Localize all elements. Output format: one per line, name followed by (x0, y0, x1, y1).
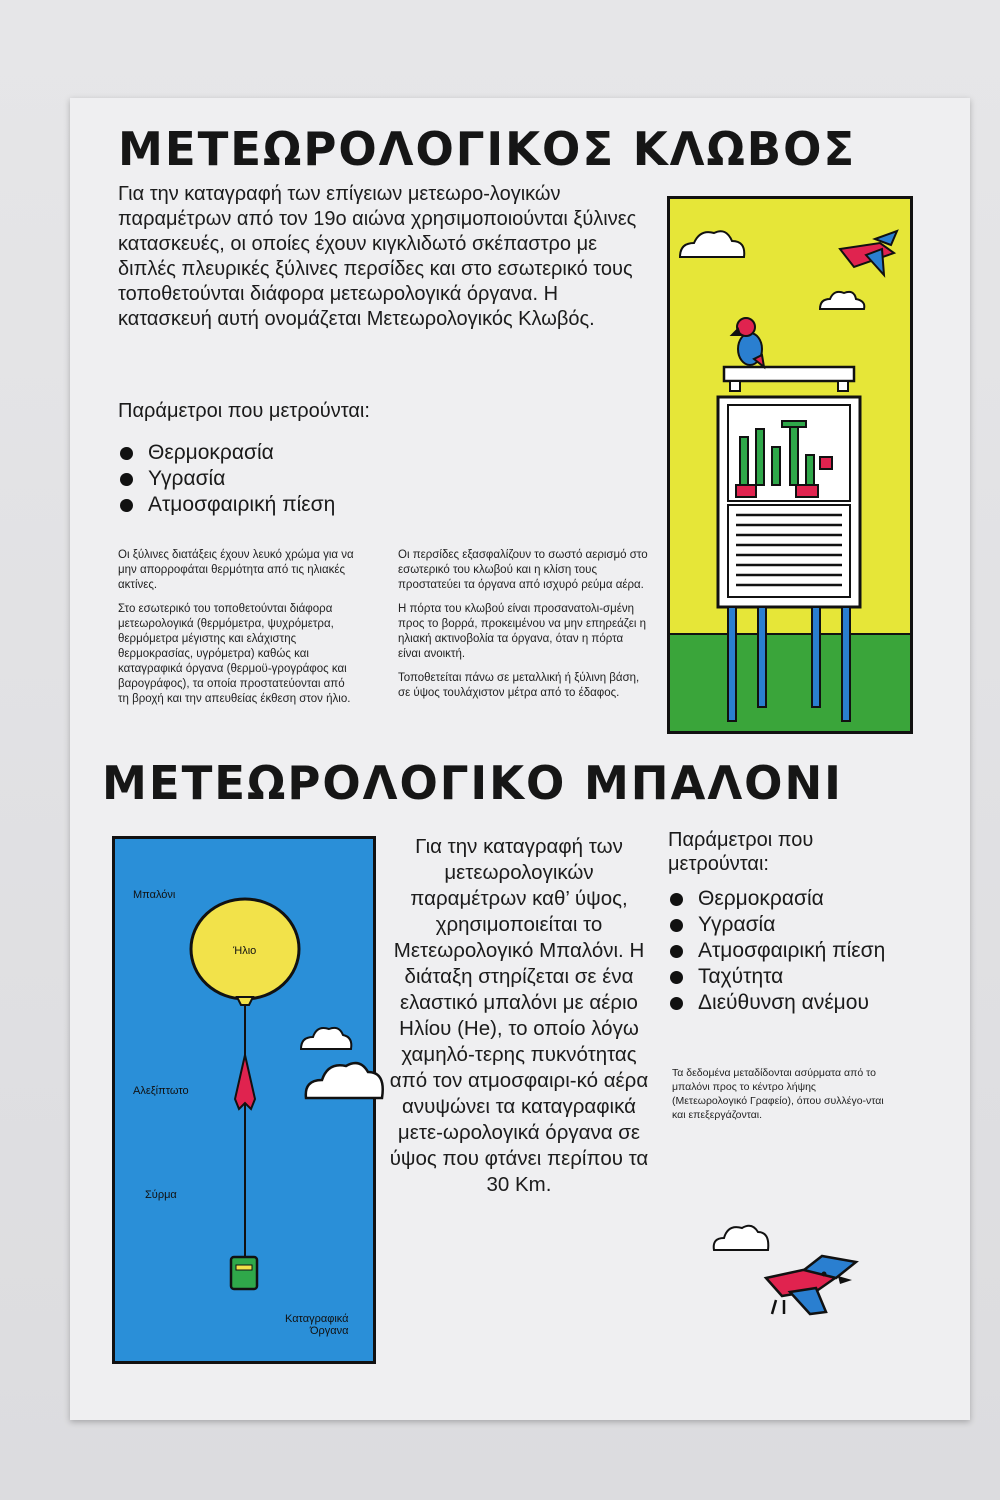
parrot-icon (732, 318, 764, 367)
bird-icon (840, 231, 897, 275)
bullet-icon (670, 893, 683, 906)
label-instruments: Καταγραφικά Όργανα (285, 1313, 349, 1337)
list-item: Υγρασία (118, 466, 335, 492)
stand-legs (728, 607, 850, 721)
bird-icon (760, 1248, 870, 1328)
cloud-icon (680, 231, 744, 257)
instrument-box (231, 1257, 257, 1289)
poster (70, 98, 970, 1420)
bullet-icon (120, 447, 133, 460)
balloon-note: Τα δεδομένα μεταδίδονται ασύρματα από το μπαλόνι προς το κέντρο λήψης (Μετεωρολογικό Γραφείο), όπου συλλέγο-νται και επεξεργάζονται. (672, 1067, 884, 1121)
bullet-icon (670, 919, 683, 932)
bullet-icon (670, 971, 683, 984)
note-paragraph: Η πόρτα του κλωβού είναι προσανατολι-σμένη προς το βορρά, προκειμένου να μην επηρεάζει η ηλιακή ακτινοβολία τα όργανα, όταν η πόρτα είναι ανοικτή. (398, 603, 647, 660)
note-paragraph: Τοποθετείται πάνω σε μεταλλική ή ξύλινη βάση, σε ύψος τουλάχιστον μέτρα από το έδαφος. (398, 672, 640, 699)
list-item: Υγρασία (668, 912, 888, 938)
label-wire: Σύρμα (145, 1189, 177, 1201)
cloud-icon (302, 1056, 386, 1104)
balloon-params-list (668, 886, 888, 1016)
cage-notes-col1 (118, 548, 358, 716)
bullet-icon (670, 945, 683, 958)
balloon-body-text: Για την καταγραφή των μετεωρολογικών παραμέτρων καθ’ ύψος, χρησιμοποιείται το Μετεωρολογικό Μπαλόνι. Η διάταξη στηρίζεται σε ένα ελαστικό μπαλόνι με αέριο Ηλίου (He), το οποίο λόγω χαμηλό-τερης πυκνότητας από τον ατμοσφαιρι-κό αέρα ανυψώνει τα καταγραφικά μετε-ωρολογικά όργανα σε ύψος που φτάνει περίπου τα 30 Km. (389, 835, 649, 1196)
label-helium: Ήλιο (233, 945, 257, 957)
section-title-balloon: ΜΕΤΕΩΡΟΛΟΓΙΚΟ ΜΠΑΛΟΝΙ (102, 756, 843, 810)
bullet-icon (670, 997, 683, 1010)
bullet-icon (120, 499, 133, 512)
cage-params-heading: Παράμετροι που μετρούνται: (118, 400, 370, 422)
bullet-icon (120, 473, 133, 486)
list-item: Διεύθυνση ανέμου (668, 990, 888, 1016)
note-paragraph: Οι ξύλινες διατάξεις έχουν λευκό χρώμα για να μην απορροφάται θερμότητα από τις ηλιακές ακτίνες. (118, 549, 354, 591)
parachute-shape (235, 1055, 255, 1109)
cloud-icon (301, 1028, 351, 1049)
list-item: Ατμοσφαιρική πίεση (118, 492, 335, 518)
section-title-cage: ΜΕΤΕΩΡΟΛΟΓΙΚΟΣ ΚΛΩΒΟΣ (118, 122, 857, 176)
label-balloon: Μπαλόνι (133, 889, 176, 901)
balloon-params-heading: Παράμετροι που μετρούνται: (668, 829, 814, 875)
list-item: Ταχύτητα (668, 964, 888, 990)
weather-cage-illustration (667, 196, 913, 734)
note-paragraph: Στο εσωτερικό του τοποθετούνται διάφορα μετεωρολογικά (θερμόμετρα, ψυχρόμετρα, θερμόμετρα μέγιστης και ελάχιστης θερμοκρασίας, υγρόμετρα) καθώς και καταγραφικά όργανα (θερμοϋ-γρογράφος και βαρογράφος), τα οποία προστατεύονται από τη βροχή και την απευθείας έκθεση στον ήλιο. (118, 603, 351, 705)
cage-params-list (118, 440, 335, 518)
cage-drawing (670, 199, 910, 731)
cage-intro-text: Για την καταγραφή των επίγειων μετεωρο-λογικών παραμέτρων από τον 19ο αιώνα χρησιμοποιούνται ξύλινες κατασκευές, οι οποίες έχουν κιγκλιδωτό σκέπαστρο με διπλές πλευρικές ξύλινες περσίδες και στο εσωτερικό τους τοποθετούνται διάφορα μετεωρολογικά όργανα. Η κατασκευή αυτή ονομάζεται Μετεωρολογικός Κλωβός. (118, 183, 637, 330)
note-paragraph: Οι περσίδες εξασφαλίζουν το σωστό αερισμό στο εσωτερικό του κλωβού και η κλίση τους προστατεύει τα όργανα από ισχυρό ρεύμα αέρα. (398, 549, 648, 591)
list-item: Θερμοκρασία (118, 440, 335, 466)
list-item: Θερμοκρασία (668, 886, 888, 912)
label-parachute: Αλεξίπτωτο (133, 1085, 189, 1097)
cloud-icon (820, 292, 864, 309)
list-item: Ατμοσφαιρική πίεση (668, 938, 888, 964)
cage-notes-col2 (398, 548, 648, 710)
